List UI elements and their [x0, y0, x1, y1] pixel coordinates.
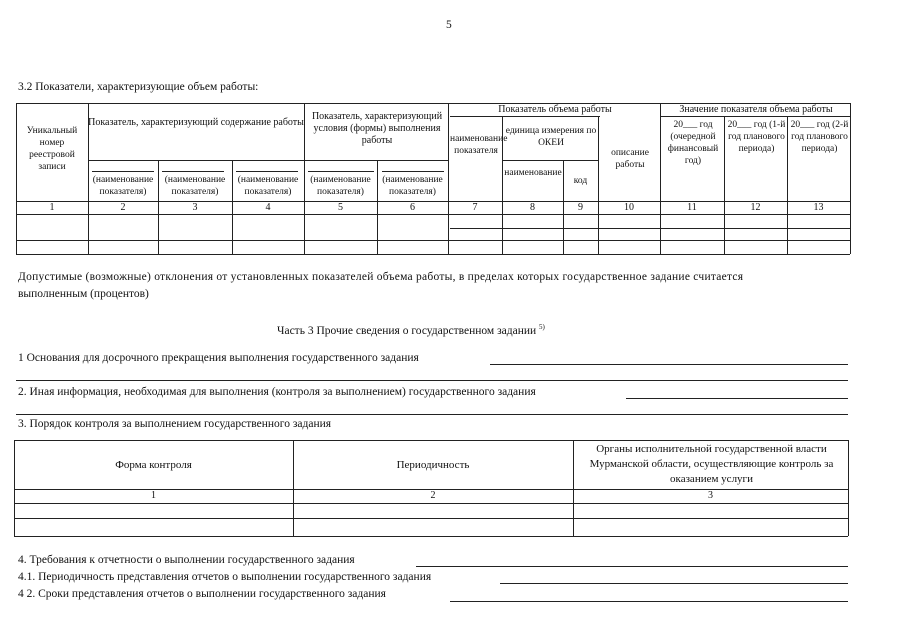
col-number: 5	[338, 202, 343, 213]
header-unit-okei: единица измерения по ОКЕИ	[505, 126, 597, 148]
item-2-fill-line-2	[16, 414, 848, 415]
col-number: 2	[120, 202, 126, 213]
col-number: 13	[813, 202, 824, 213]
item-4-fill-line	[416, 566, 848, 567]
indicator-name-col5: (наименование показателя)	[310, 175, 371, 197]
section-3-2-title: 3.2 Показатели, характеризующие объем работы:	[18, 81, 259, 93]
header-volume-indicator: Показатель объема работы	[498, 104, 612, 115]
item-2-fill-line	[626, 398, 848, 399]
control-col-number: 3	[708, 490, 713, 501]
col-number: 10	[624, 202, 634, 213]
col-number: 8	[530, 202, 535, 213]
control-bodies-header: Органы исполнительной государственной власти Мурманской области, осуществляющие контроль за оказанием услуги	[589, 443, 834, 485]
col-number: 12	[750, 202, 761, 213]
item-2-label: 2. Иная информация, необходимая для выполнения (контроля за выполнением) государственного задания	[18, 386, 536, 398]
control-col-number: 2	[430, 490, 436, 501]
item-4-1-fill-line	[500, 583, 848, 584]
header-unit-name: наименование	[504, 168, 562, 178]
item-4-label: 4. Требования к отчетности о выполнении государственного задания	[18, 554, 355, 566]
deviation-text-line1: Допустимые (возможные) отклонения от установленных показателей объема работы, в пределах которых государственное задание считается	[18, 271, 744, 283]
item-3-label: 3. Порядок контроля за выполнением государственного задания	[18, 418, 332, 430]
indicator-name-col4: (наименование показателя)	[237, 175, 299, 197]
header-year2: 20___ год (1-й год планового периода)	[727, 120, 786, 154]
indicator-name-col2: (наименование показателя)	[92, 175, 154, 197]
indicator-name-col6: (наименование показателя)	[382, 175, 443, 197]
header-conditions-indicator: Показатель, характеризующий условия (формы) выполнения работы	[311, 111, 443, 146]
deviation-text-line2: выполненным (процентов)	[18, 288, 149, 300]
item-4-2-label: 4 2. Сроки представления отчетов о выполнении государственного задания	[18, 588, 386, 600]
col-number: 11	[687, 202, 697, 213]
col-number: 7	[472, 202, 478, 213]
item-4-2-fill-line	[450, 601, 848, 602]
header-content-indicator: Показатель, характеризующий содержание работы	[88, 117, 304, 128]
header-unit-code: код	[573, 176, 588, 186]
part3-title: Часть 3 Прочие сведения о государственном задании $^{5)}$	[277, 323, 545, 337]
control-periodicity-header: Периодичность	[396, 459, 470, 471]
header-vol-name: наименование показателя	[450, 134, 508, 156]
header-year1: 20___ год (очередной финансовый год)	[667, 120, 719, 166]
col-number: 4	[265, 202, 271, 213]
header-description: описание работы	[611, 148, 649, 170]
col-number: 3	[192, 202, 198, 213]
header-volume-value: Значение показателя объема работы	[679, 104, 833, 115]
control-col-number: 1	[151, 490, 156, 501]
item-4-1-label: 4.1. Периодичность представления отчетов о выполнении государственного задания	[18, 571, 432, 583]
item-1-fill-line	[490, 364, 848, 365]
control-form-header: Форма контроля	[115, 459, 192, 471]
col-number: 6	[410, 202, 415, 213]
indicator-name-col3: (наименование показателя)	[164, 175, 226, 197]
page-number: 5	[446, 19, 452, 31]
col-number: 1	[49, 202, 55, 213]
item-1-label: 1 Основания для досрочного прекращения выполнения государственного задания	[18, 352, 419, 364]
col-number: 9	[578, 202, 583, 213]
item-1-fill-line-2	[16, 380, 848, 381]
header-unique-number: Уникальный номер реестровой записи	[26, 126, 78, 172]
header-year3: 20___ год (2-й год планового периода)	[790, 120, 849, 154]
